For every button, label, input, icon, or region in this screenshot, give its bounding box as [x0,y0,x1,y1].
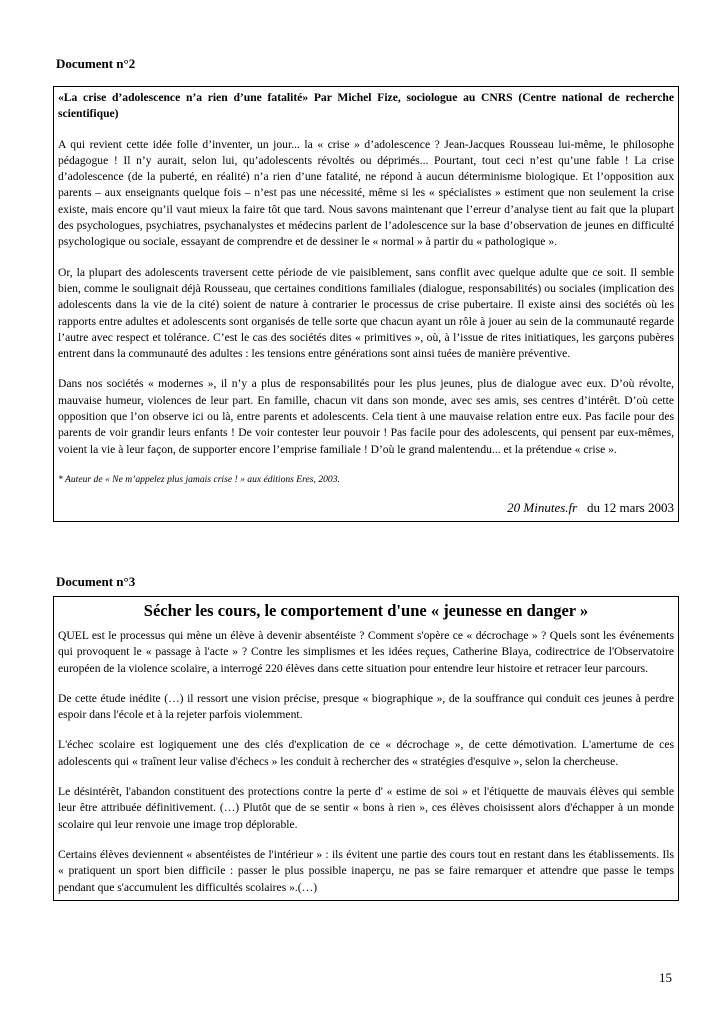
document-2-paragraph-2: Or, la plupart des adolescents traversent cette période de vie paisiblement, sans conflit avec quelque adulte que ce soit. Il semble bien, comme le soulignait déjà Rousseau, que certaines conditions familiales (dialogue, responsabilités) ou sociales (implication des adolescents dans la vie de la cité) soient de nature à contrarier le processus de crise pubertaire. Il existe ainsi des sociétés où les rapports entre adultes et adolescents sont organisés de telle sorte que chacun ayant un rôle à jouer au sein de la communauté regarde l’autre avec respect et tolérance. C’est le cas des sociétés dites « primitives », où, à l’issue de rites initiatiques, les garçons pubères entrent dans la communauté des adultes : les tensions entre générations sont ainsi tuées de manière préventive. [58,265,674,361]
document-2-source [58,500,674,516]
document-2-box [53,86,679,522]
document-3-paragraph-2: De cette étude inédite (…) il ressort une vision précise, presque « biographique », de la souffrance qui conduit ces jeunes à perdre espoir dans l'école et à la rejeter parfois violemment. [58,691,674,722]
document-2-paragraph-3: Dans nos sociétés « modernes », il n’y a plus de responsabilités pour les plus jeunes, plus de dialogue avec eux. D’où révolte, mauvaise humeur, violences de leur part. En famille, chacun vit dans son monde, avec ses amis, ses centres d’intérêt. D’où cette opposition que l’on observe ici ou là, entre parents et adolescents. Cela tient à une mauvaise relation entre eux. Pas facile pour des parents de voir grandir leurs enfants ! De voir contester leur pouvoir ! Pas facile pour des adolescents, qui pensent par eux-mêmes, voient la vie à leur façon, de supporter encore l’emprise familiale ! D’où le grand malentendu... et la prétendue « crise ». [58,377,674,456]
document-3-paragraph-4: Le désintérêt, l'abandon constituent des protections contre la perte d' « estime de soi » et l'étiquette de mauvais élèves qui semble leur être attribuée définitivement. (…) Plutôt que de se sentir « bons à rien », ces élèves choisissent alors d'échapper à un monde scolaire qui leur renvoie une image trop déplorable. [58,785,674,831]
source-name: 20 Minutes.fr [507,500,578,516]
author-note: * Auteur de « Ne m’appelez plus jamais crise ! » aux éditions Eres, 2003. [58,473,340,485]
document-3-paragraph-5: Certains élèves deviennent « absentéistes de l'intérieur » : ils évitent une partie des cours tout en restant dans les établissements. Ils « pratiquent un sport bien difficile : passer le plus possible inaperçu, ne pas se faire remarquer et attendre que passe le temps pendant que s'accumulent les difficultés scolaires ».(…) [58,847,674,894]
document-3-paragraph-1: QUEL est le processus qui mène un élève à devenir absentéiste ? Comment s'opère ce « décrochage » ? Quels sont les événements qui provoquent le « passage à l'acte » ? Contre les simplismes et les idées reçues, Catherine Blaya, codirectrice de l'Observatoire européen de la violence scolaire, a interrogé 220 élèves dans cette situation pour entendre leur histoire et retracer leur parcours. [58,629,674,675]
document-3-label: Document n°3 [56,574,136,589]
page-number: 15 [659,970,672,985]
document-2-title: «La crise d’adolescence n’a rien d’une fatalité» Par Michel Fize, sociologue au CNRS (Centre national de recherche scientifique) [58,91,674,121]
document-3-paragraph-3: L'échec scolaire est logiquement une des clés d'explication de ce « décrochage », de cette démotivation. L'amertume de ces adolescents qui « traînent leur valise d'échecs » les conduit à rechercher des « stratégies d'esquive », selon la chercheuse. [58,738,674,768]
source-date: du 12 mars 2003 [586,500,674,516]
document-3-box [53,596,679,901]
document-2-paragraph-1: A qui revient cette idée folle d’inventer, un jour... la « crise » d’adolescence ? Jean-Jacques Rousseau lui-même, le philosophe pédagogue ! Il n’y aurait, selon lui, qu’adolescents révoltés ou déprimés... Pourtant, tout ceci n’est qu’une fable ! La crise d’adolescence (de la puberté, en réalité) n’a rien d’une fatalité, ne répond à aucun déterminisme biologique. Et l’opposition aux parents – aux enseignants quelque fois – n’est pas une nécessité, même si les « spécialistes » estiment que non seulement la crise existe, mais encore qu’il vaut mieux la faire tôt que tard. Nous savons maintenant que l’erreur d’analyse tient au fait que la plupart des psychologues, psychiatres, psychanalystes et médecins parlent de l’adolescence sur la base d’observation de jeunes en difficulté psychologique ou sociale, essayant de comprendre et de dessiner le « normal » à partir du « pathologique ». [58,137,674,249]
document-3-title: Sécher les cours, le comportement d'une « jeunesse en danger » [143,601,589,620]
document-2-label: Document n°2 [56,56,136,71]
